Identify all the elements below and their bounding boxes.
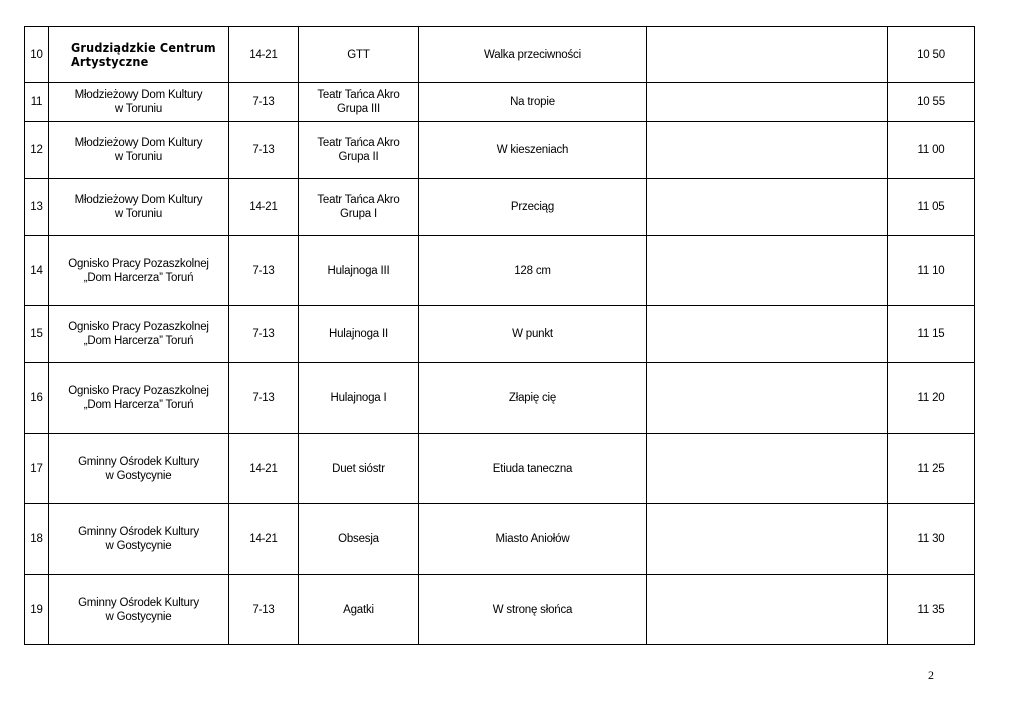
row-number: 18 <box>25 504 49 575</box>
notes-cell <box>647 179 888 236</box>
performance-title-cell: 128 cm <box>419 236 647 306</box>
time-cell: 11 10 <box>888 236 975 306</box>
performance-title-cell: Miasto Aniołów <box>419 504 647 575</box>
age-group-cell: 7-13 <box>229 575 299 645</box>
institution-cell: Gminny Ośrodek Kultury w Gostycynie <box>49 434 229 504</box>
institution-cell: Gminny Ośrodek Kultury w Gostycynie <box>49 575 229 645</box>
time-cell: 10 50 <box>888 27 975 83</box>
performance-title-cell: Na tropie <box>419 83 647 122</box>
row-number: 14 <box>25 236 49 306</box>
age-group-cell: 14-21 <box>229 179 299 236</box>
notes-cell <box>647 236 888 306</box>
table-row <box>25 83 975 122</box>
ensemble-cell: Hulajnoga III <box>299 236 419 306</box>
ensemble-cell: Hulajnoga I <box>299 363 419 434</box>
notes-cell <box>647 504 888 575</box>
performance-title-cell: Przeciąg <box>419 179 647 236</box>
notes-cell <box>647 434 888 504</box>
time-cell: 11 30 <box>888 504 975 575</box>
institution-cell: Młodzieżowy Dom Kultury w Toruniu <box>49 122 229 179</box>
table-row <box>25 179 975 236</box>
time-cell: 11 00 <box>888 122 975 179</box>
row-number: 10 <box>25 27 49 83</box>
age-group-cell: 7-13 <box>229 306 299 363</box>
institution-cell: Młodzieżowy Dom Kultury w Toruniu <box>49 83 229 122</box>
age-group-cell: 14-21 <box>229 504 299 575</box>
performance-title-cell: W stronę słońca <box>419 575 647 645</box>
table-row <box>25 363 975 434</box>
age-group-cell: 7-13 <box>229 236 299 306</box>
age-group-cell: 7-13 <box>229 122 299 179</box>
row-number: 15 <box>25 306 49 363</box>
ensemble-cell: GTT <box>299 27 419 83</box>
institution-cell: Gminny Ośrodek Kultury w Gostycynie <box>49 504 229 575</box>
row-number: 19 <box>25 575 49 645</box>
notes-cell <box>647 83 888 122</box>
ensemble-cell: Teatr Tańca Akro Grupa III <box>299 83 419 122</box>
ensemble-cell: Teatr Tańca Akro Grupa I <box>299 179 419 236</box>
ensemble-cell: Duet sióstr <box>299 434 419 504</box>
notes-cell <box>647 363 888 434</box>
row-number: 11 <box>25 83 49 122</box>
notes-cell <box>647 306 888 363</box>
table-row <box>25 575 975 645</box>
row-number: 12 <box>25 122 49 179</box>
table-row <box>25 236 975 306</box>
time-cell: 11 05 <box>888 179 975 236</box>
time-cell: 11 15 <box>888 306 975 363</box>
ensemble-cell: Teatr Tańca Akro Grupa II <box>299 122 419 179</box>
institution-cell: Ognisko Pracy Pozaszkolnej „Dom Harcerza” Toruń <box>49 363 229 434</box>
age-group-cell: 7-13 <box>229 363 299 434</box>
age-group-cell: 14-21 <box>229 434 299 504</box>
institution-cell: Ognisko Pracy Pozaszkolnej „Dom Harcerza” Toruń <box>49 236 229 306</box>
age-group-cell: 14-21 <box>229 27 299 83</box>
table-row <box>25 434 975 504</box>
time-cell: 11 25 <box>888 434 975 504</box>
row-number: 17 <box>25 434 49 504</box>
page-number: 2 <box>928 668 934 682</box>
performance-title-cell: Złapię cię <box>419 363 647 434</box>
table-row <box>25 504 975 575</box>
ensemble-cell: Obsesja <box>299 504 419 575</box>
institution-cell: Młodzieżowy Dom Kultury w Toruniu <box>49 179 229 236</box>
ensemble-cell: Agatki <box>299 575 419 645</box>
table-row <box>25 122 975 179</box>
institution-cell: Grudziądzkie Centrum Artystyczne <box>49 27 229 83</box>
notes-cell <box>647 27 888 83</box>
schedule-table <box>24 26 975 645</box>
row-number: 13 <box>25 179 49 236</box>
time-cell: 11 35 <box>888 575 975 645</box>
performance-title-cell: Walka przeciwności <box>419 27 647 83</box>
notes-cell <box>647 575 888 645</box>
notes-cell <box>647 122 888 179</box>
ensemble-cell: Hulajnoga II <box>299 306 419 363</box>
time-cell: 10 55 <box>888 83 975 122</box>
performance-title-cell: W kieszeniach <box>419 122 647 179</box>
table-row <box>25 27 975 83</box>
table-row <box>25 306 975 363</box>
performance-title-cell: Etiuda taneczna <box>419 434 647 504</box>
time-cell: 11 20 <box>888 363 975 434</box>
performance-title-cell: W punkt <box>419 306 647 363</box>
age-group-cell: 7-13 <box>229 83 299 122</box>
institution-cell: Ognisko Pracy Pozaszkolnej „Dom Harcerza” Toruń <box>49 306 229 363</box>
row-number: 16 <box>25 363 49 434</box>
